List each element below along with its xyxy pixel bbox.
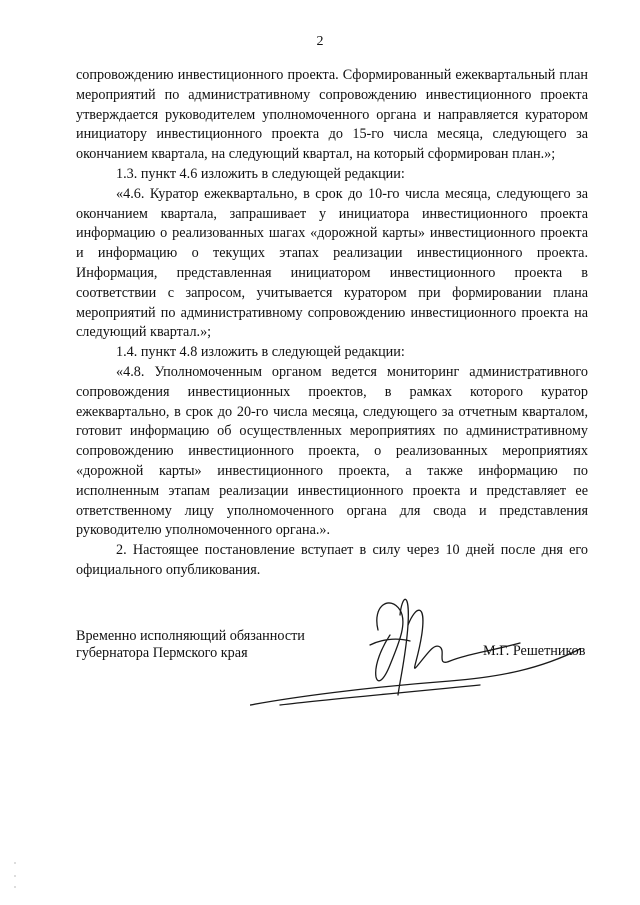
signatory-name: М.Г. Решетников <box>483 643 586 659</box>
paragraph-point-4-6: «4.6. Куратор ежеквартально, в срок до 10-го числа месяца, следующего за окончанием квартала, запрашивает у инициатора инвестиционного проекта информацию о реализованных шагах «дорожной карты» инвестиционного проекта и информацию о текущих этапах реализации инвестиционного проекта. Информация, представленная инициатором инвестиционного проекта в соответствии с запросом, учитывается куратором при формировании плана мероприятий по административному сопровождению инвестиционного проекта на следующий квартал.»; <box>76 185 588 341</box>
signatory-position-line-2: губернатора Пермского края <box>76 645 248 661</box>
paragraph-continuation: сопровождению инвестиционного проекта. Сформированный ежеквартальный план мероприятий по административному сопровождению инвестиционного проекта утверждается руководителем уполномоченного органа и направляется куратором инициатору инвестиционного проекта до 15-го числа месяца, следующего за окончанием квартала, на следующий квартал, на который сформирован план.»; <box>76 67 588 163</box>
page-number: 2 <box>316 34 324 49</box>
paragraph-item-1-3: 1.3. пункт 4.6 изложить в следующей редакции: <box>116 165 405 182</box>
paragraph-effective-date: 2. Настоящее постановление вступает в силу через 10 дней после дня его официального опубликования. <box>76 542 588 578</box>
signatory-position-line-1: Временно исполняющий обязанности <box>76 628 305 644</box>
paragraph-item-1-4: 1.4. пункт 4.8 изложить в следующей редакции: <box>116 344 405 361</box>
paragraph-point-4-8: «4.8. Уполномоченным органом ведется мониторинг административного сопровождения инвестиционных проектов, в рамках которого куратор ежеквартально, в срок до 20-го числа месяца, следующего за отчетным кварталом, готовит информацию об осуществленных мероприятиях по административному сопровождению инвестиционного проекта, о реализованных мероприятиях «дорожной карты» инвестиционного проекта, а также информацию по исполненным этапам реализации инвестиционного проекта и представляет ее ответственному лицу уполномоченного органа для свода и представления руководителю уполномоченного органа.». <box>76 363 588 539</box>
scan-margin-marks <box>14 860 16 890</box>
document-body <box>76 66 588 581</box>
